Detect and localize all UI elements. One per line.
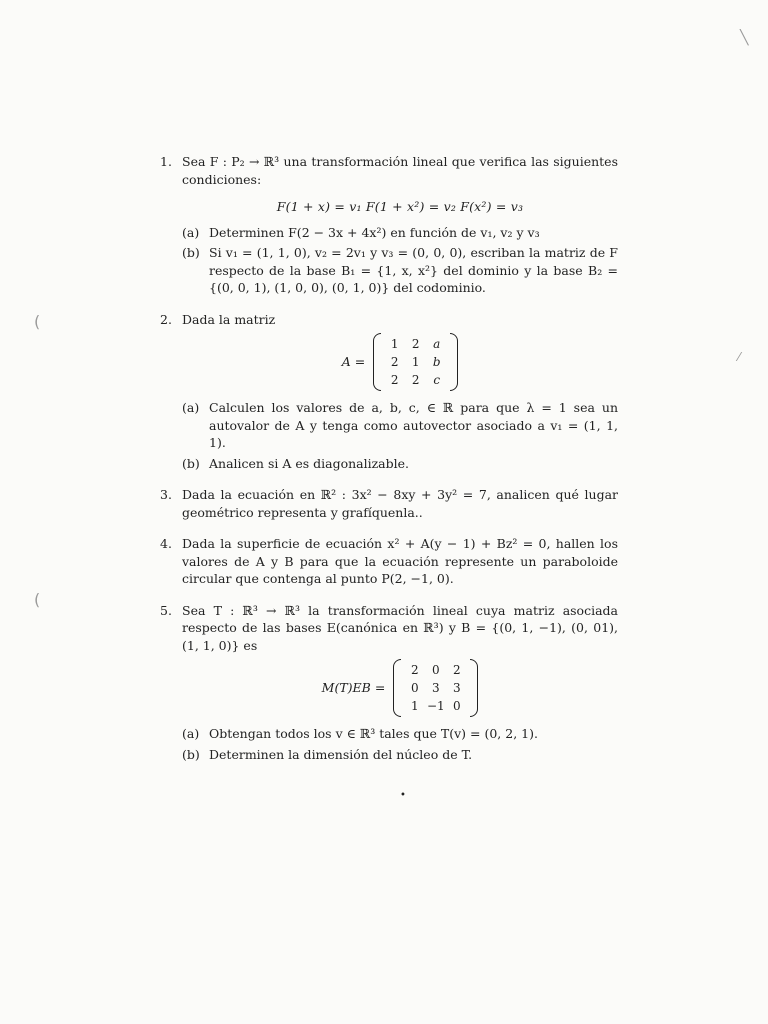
stray-mark: • — [400, 790, 406, 801]
matrix-row — [404, 661, 467, 679]
part-label: (a) — [182, 224, 200, 240]
scan-mark-hole-punch-2: ( — [34, 590, 41, 609]
matrix-cell: 2 — [411, 337, 420, 351]
matrix-cell: 0 — [432, 663, 440, 677]
problem-statement: Sea F : P₂ → ℝ³ una transformación lineal que verifica las siguientes condiciones: — [182, 154, 618, 187]
matrix-row — [404, 697, 467, 715]
part-label: (a) — [182, 400, 200, 415]
problem-2 — [160, 311, 618, 473]
problem-part — [182, 455, 618, 473]
matrix-row — [384, 335, 447, 353]
matrix — [373, 333, 458, 391]
matrix-label: A = — [341, 354, 366, 370]
matrix-cell: 0 — [411, 681, 419, 695]
problem-1 — [160, 153, 618, 297]
problem-part — [182, 746, 618, 764]
matrix-cell: 3 — [453, 681, 461, 695]
problem-number: 3. — [160, 487, 172, 502]
problem-statement: Dada la superficie de ecuación x² + A(y − 1) + Bz² = 0, hallen los valores de A y B para que la ecuación represente un paraboloide circular que contenga al punto P(2, −1, 0). — [182, 536, 618, 586]
scan-mark-hole-punch-1: ( — [34, 312, 41, 331]
matrix-cell: b — [432, 355, 441, 369]
problem-equation: F(1 + x) = v₁ F(1 + x²) = v₂ F(x²) = v₃ — [276, 199, 524, 214]
problem-statement: Dada la ecuación en ℝ² : 3x² − 8xy + 3y² = 7, analicen qué lugar geométrico representa y grafíquenla.. — [182, 487, 618, 520]
problem-part — [182, 244, 618, 297]
matrix-cell: 2 — [390, 373, 399, 387]
problem-part — [182, 224, 618, 242]
part-text: Calculen los valores de a, b, c, ∈ ℝ para que λ = 1 sea un autovalor de A y tenga como autovector asociado a v₁ = (1, 1, 1). — [209, 400, 618, 450]
matrix-row — [384, 353, 447, 371]
matrix-cell: 2 — [411, 663, 419, 677]
problem-part — [182, 399, 618, 452]
right-paren — [450, 333, 458, 391]
scan-mark-right: ⁄ — [738, 350, 741, 364]
problem-4 — [160, 535, 618, 588]
matrix-cell: 1 — [411, 699, 419, 713]
problem-5 — [160, 602, 618, 764]
problem-3 — [160, 486, 618, 521]
problem-statement: Dada la matriz — [182, 311, 276, 327]
matrix-cell: 1 — [390, 337, 399, 351]
matrix-row — [404, 679, 467, 697]
problem-number: 2. — [160, 311, 172, 327]
matrix-cell: 2 — [453, 663, 461, 677]
matrix-cell: 2 — [390, 355, 399, 369]
matrix — [393, 659, 478, 717]
matrix-cell: −1 — [426, 699, 445, 713]
matrix-equation — [182, 659, 618, 717]
problem-list — [160, 153, 618, 777]
part-label: (a) — [182, 726, 200, 741]
matrix-label: M(T)EB = — [321, 680, 386, 696]
part-label: (b) — [182, 455, 200, 471]
right-paren — [470, 659, 478, 717]
problem-number: 4. — [160, 536, 172, 551]
matrix-cell: 3 — [432, 681, 440, 695]
problem-statement: Sea T : ℝ³ → ℝ³ la transformación lineal cuya matriz asociada respecto de las bases E(canónica en ℝ³) y B = {(0, 1, −1), (0, 01), (1, 1, 0)} es — [182, 602, 618, 653]
problem-number: 5. — [160, 602, 172, 618]
part-text: Determinen F(2 − 3x + 4x²) en función de v₁, v₂ y v₃ — [209, 224, 540, 240]
left-paren — [373, 333, 381, 391]
part-text: Obtengan todos los v ∈ ℝ³ tales que T(v) = (0, 2, 1). — [209, 726, 538, 741]
matrix-cell: 0 — [453, 699, 461, 713]
matrix-equation — [182, 333, 618, 391]
matrix-cell: a — [433, 337, 441, 351]
left-paren — [393, 659, 401, 717]
part-label: (b) — [182, 245, 200, 260]
part-text: Analicen si A es diagonalizable. — [209, 455, 410, 471]
part-label: (b) — [182, 746, 200, 762]
part-text: Si v₁ = (1, 1, 0), v₂ = 2v₁ y v₃ = (0, 0, 0), escriban la matriz de F respecto de la base B₁ = {1, x, x²} del dominio y la base B₂ = {(0, 0, 1), (1, 0, 0), (0, 1, 0)} del codominio. — [209, 245, 618, 295]
matrix-row — [384, 371, 447, 389]
scan-mark-top-right: ╲ — [740, 30, 749, 46]
matrix-cell: 1 — [411, 355, 420, 369]
problem-part — [182, 725, 618, 743]
matrix-cell: c — [433, 373, 441, 387]
part-text: Determinen la dimensión del núcleo de T. — [209, 746, 473, 762]
problem-number: 1. — [160, 154, 172, 169]
matrix-cell: 2 — [411, 373, 420, 387]
